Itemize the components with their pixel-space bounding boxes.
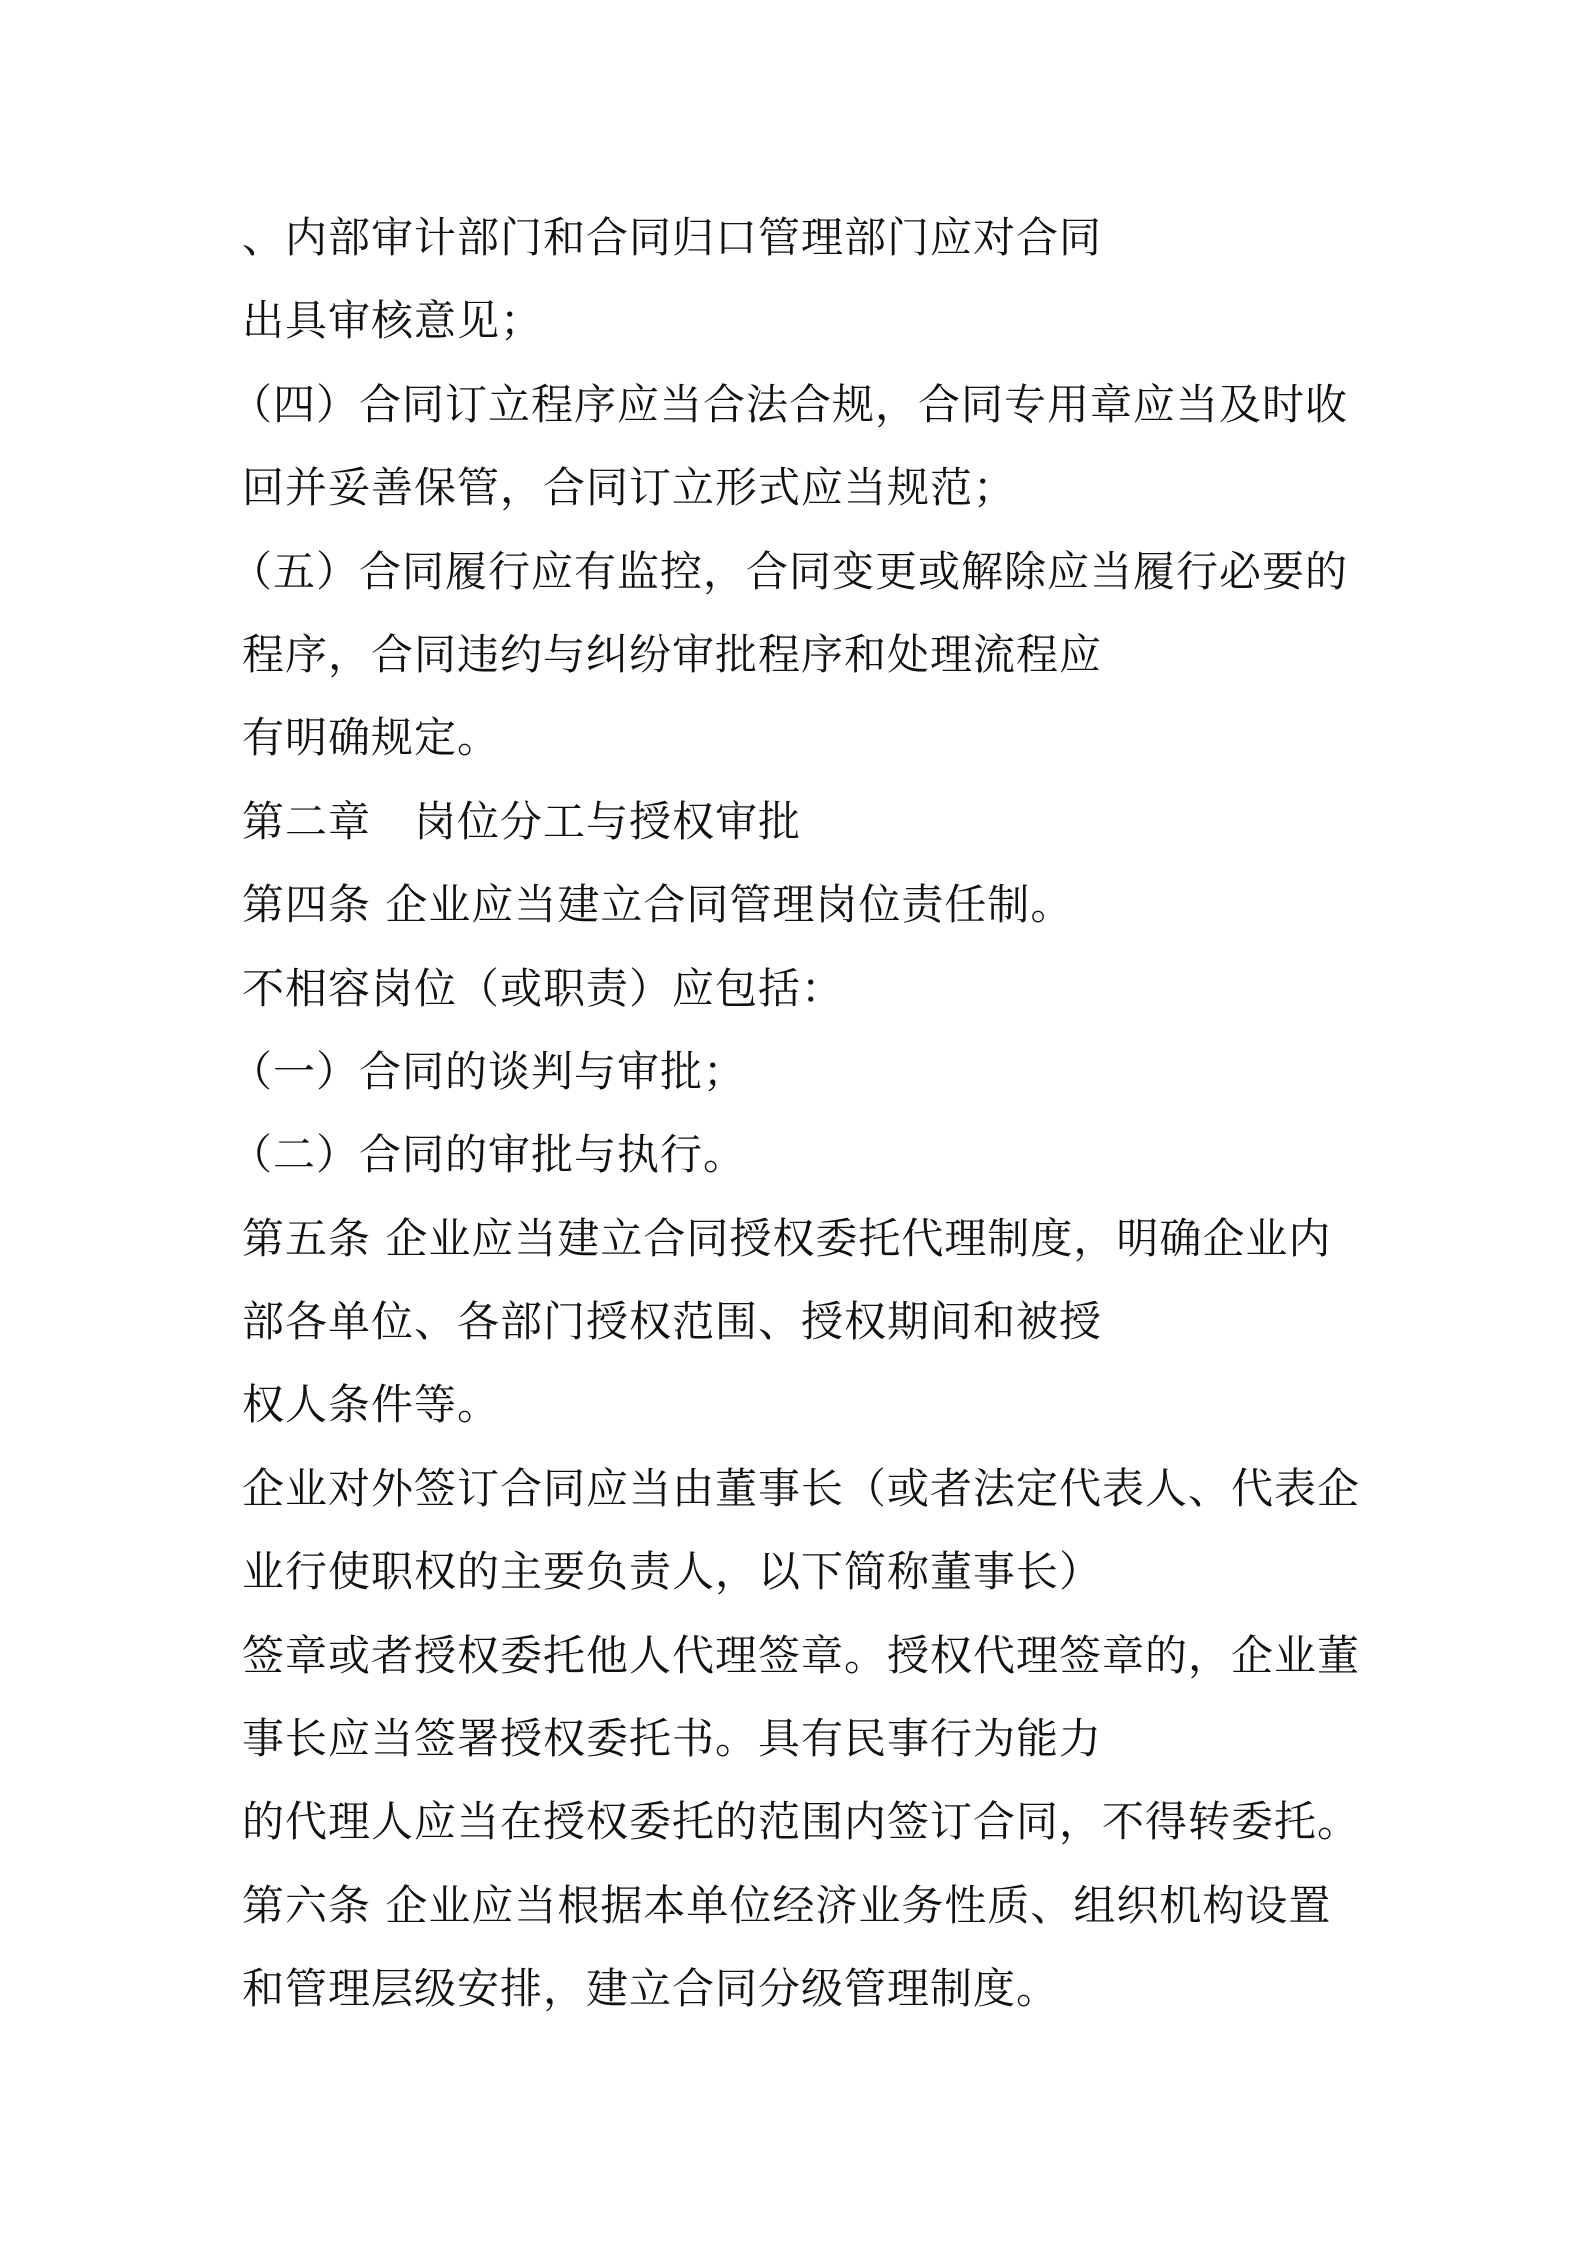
text-line: 回并妥善保管，合同订立形式应当规范； [242,463,1017,513]
text-line: 不相容岗位（或职责）应包括： [242,963,845,1013]
text-line: 业行使职权的主要负责人，以下简称董事长） [242,1547,1103,1597]
article-line: 第六条 企业应当根据本单位经济业务性质、组织机构设置 [242,1880,1332,1930]
text-line: （五）合同履行应有监控，合同变更或解除应当履行必要的 [230,546,1349,596]
text-line: 企业对外签订合同应当由董事长（或者法定代表人、代表企 [242,1463,1361,1513]
text-line: 、内部审计部门和合同归口管理部门应对合同 [242,213,1103,262]
text-line: 出具审核意见； [242,296,544,346]
chapter-heading: 第二章 岗位分工与授权审批 [242,796,802,846]
text-line: 部各单位、各部门授权范围、授权期间和被授 [242,1297,1103,1347]
text-line: 的代理人应当在授权委托的范围内签订合同，不得转委托。 [242,1797,1361,1847]
text-line: 事长应当签署授权委托书。具有民事行为能力 [242,1714,1103,1764]
text-line: 权人条件等。 [242,1380,501,1430]
text-line: 签章或者授权委托他人代理签章。授权代理签章的，企业董 [242,1630,1361,1680]
text-line: 和管理层级安排，建立合同分级管理制度。 [242,1964,1060,2014]
document-body [230,196,1362,2031]
text-line: 程序，合同违约与纠纷审批程序和处理流程应 [242,629,1103,679]
article-line: 第五条 企业应当建立合同授权委托代理制度，明确企业内 [242,1213,1332,1263]
text-line: 有明确规定。 [242,713,501,763]
text-line: （四）合同订立程序应当合法合规，合同专用章应当及时收 [230,379,1349,429]
article-line: 第四条 企业应当建立合同管理岗位责任制。 [242,880,1074,930]
text-line: （一）合同的谈判与审批； [230,1046,747,1096]
text-line: （二）合同的审批与执行。 [230,1130,747,1180]
